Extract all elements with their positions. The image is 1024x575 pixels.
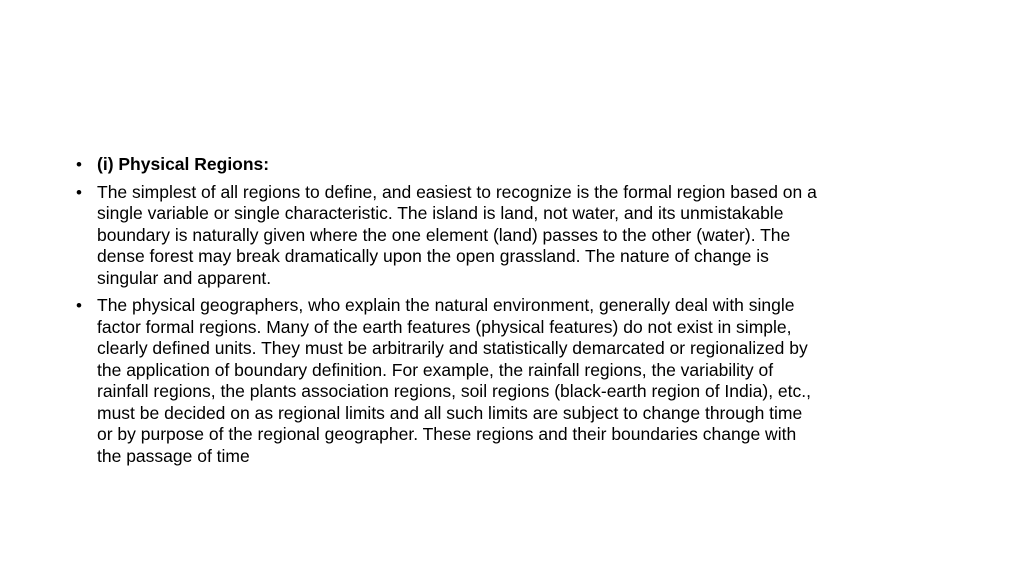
text-line: or by purpose of the regional geographer. These regions and their boundaries change with <box>97 424 797 444</box>
text-line: factor formal regions. Many of the earth features (physical features) do not exist in simple, <box>97 316 792 337</box>
heading-text: (i) Physical Regions: <box>97 154 270 174</box>
text-line: must be decided on as regional limits and all such limits are subject to change through time <box>97 402 803 423</box>
text-line: clearly defined units. They must be arbitrarily and statistically demarcated or regionalized by <box>97 338 808 358</box>
bullet-paragraph-2 <box>76 295 946 467</box>
paragraph-2-text <box>97 295 946 467</box>
bullet-icon: • <box>76 296 82 315</box>
text-line: the passage of time <box>97 445 250 466</box>
paragraph-1-text <box>97 182 946 290</box>
text-line: rainfall regions, the plants association regions, soil regions (black-earth region of India), etc., <box>97 381 811 401</box>
bullet-icon: • <box>76 182 82 202</box>
text-line: singular and apparent. <box>97 267 272 288</box>
text-line: single variable or single characteristic. The island is land, not water, and its unmistakable <box>97 203 784 223</box>
text-line: boundary is naturally given where the one element (land) passes to the other (water). The <box>97 224 791 245</box>
text-line: The physical geographers, who explain the natural environment, generally deal with single <box>97 295 795 315</box>
bullet-paragraph-1 <box>76 182 946 290</box>
text-line: The simplest of all regions to define, and easiest to recognize is the formal region based on a <box>97 181 817 202</box>
text-line: dense forest may break dramatically upon the open grassland. The nature of change is <box>97 246 769 266</box>
bullet-icon: • <box>76 155 82 174</box>
bullet-heading <box>76 154 946 176</box>
slide-body <box>76 154 946 471</box>
text-line: the application of boundary definition. For example, the rainfall regions, the variability of <box>97 359 774 380</box>
